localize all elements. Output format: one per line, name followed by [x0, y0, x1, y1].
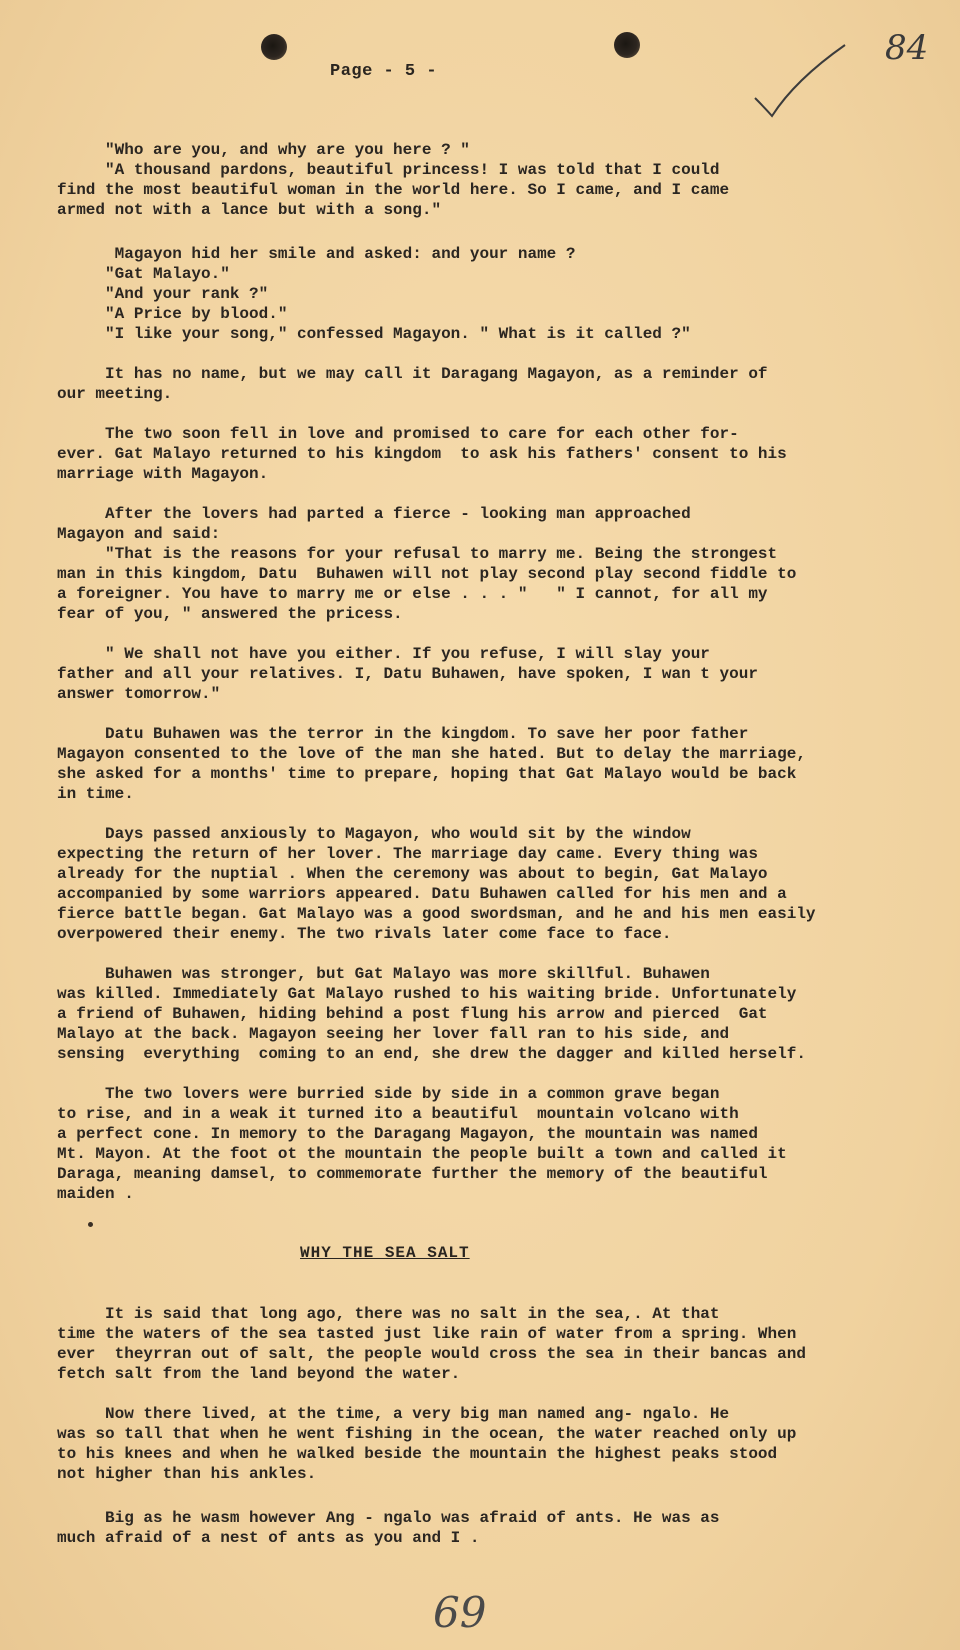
paragraph-12: Now there lived, at the time, a very big man named ang- ngalo. He was so tall that when he went fishing in the ocean, the water reached only up to his knees and when he walked beside the mountain the highest peaks stood not higher than his ankles.	[57, 1405, 797, 1483]
paragraph-9: Buhawen was stronger, but Gat Malayo was more skillful. Buhawen was killed. Immediately Gat Malayo rushed to his waiting bride. Unfortunately a friend of Buhawen, hiding behind a post flung his arrow and pierced Gat Malayo at the back. Magayon seeing her lover fall ran to his side, and sensing everything coming to an end, she drew the dagger and killed herself.	[57, 965, 806, 1063]
paragraph-5: After the lovers had parted a fierce - looking man approached Magayon and said: "That is the reasons for your refusal to marry me. Being the strongest man in this kingdom, Datu Buhawen will not play second play second fiddle to a foreigner. You have to marry me or else . . . " " I cannot, for all my fear of you, " answered the pricess.	[57, 505, 797, 623]
page-header: Page - 5 -	[330, 62, 438, 81]
paragraph-6: " We shall not have you either. If you refuse, I will slay your father and all your relatives. I, Datu Buhawen, have spoken, I wan t your answer tomorrow."	[57, 645, 758, 703]
section-title: WHY THE SEA SALT	[300, 1244, 470, 1262]
punch-hole-right	[614, 32, 640, 58]
paragraph-3: It has no name, but we may call it Daragang Magayon, as a reminder of our meeting.	[57, 365, 768, 403]
paragraph-1: "Who are you, and why are you here ? " "A thousand pardons, beautiful princess! I was told that I could find the most beautiful woman in the world here. So I came, and I came armed not with a lance but with a song."	[57, 141, 730, 219]
bottom-page-number: 69	[433, 1588, 487, 1637]
paragraph-4: The two soon fell in love and promised to care for each other for- ever. Gat Malayo returned to his kingdom to ask his fathers' consent to his marriage with Magayon.	[57, 425, 787, 483]
stray-dot	[88, 1222, 93, 1227]
check-mark-icon	[750, 40, 850, 120]
paragraph-2: Magayon hid her smile and asked: and your name ? "Gat Malayo." "And your rank ?" "A Price by blood." "I like your song," confessed Magayon. " What is it called ?"	[105, 245, 691, 343]
paragraph-8: Days passed anxiously to Magayon, who would sit by the window expecting the return of her lover. The marriage day came. Every thing was already for the nuptial . When the ceremony was about to begin, Gat Malayo accompanied by some warriors appeared. Datu Buhawen called for his men and a fierce battle began. Gat Malayo was a good swordsman, and he and his men easily overpowered their enemy. The two rivals later come face to face.	[57, 825, 816, 943]
folio-number: 84	[885, 28, 929, 68]
punch-hole-left	[261, 34, 287, 60]
paragraph-11: It is said that long ago, there was no salt in the sea,. At that time the waters of the sea tasted just like rain of water from a spring. When ever theyrran out of salt, the people would cross the sea in their bancas and fetch salt from the land beyond the water.	[57, 1305, 806, 1383]
paragraph-10: The two lovers were burried side by side in a common grave began to rise, and in a weak it turned ito a beautiful mountain volcano with a perfect cone. In memory to the Daragang Magayon, the mountain was named Mt. Mayon. At the foot ot the mountain the people built a town and called it Daraga, meaning damsel, to commemorate further the memory of the beautiful maiden .	[57, 1085, 787, 1203]
paragraph-13: Big as he wasm however Ang - ngalo was afraid of ants. He was as much afraid of a nest of ants as you and I .	[57, 1509, 720, 1547]
paragraph-7: Datu Buhawen was the terror in the kingdom. To save her poor father Magayon consented to the love of the man she hated. But to delay the marriage, she asked for a months' time to prepare, hoping that Gat Malayo would be back in time.	[57, 725, 806, 803]
